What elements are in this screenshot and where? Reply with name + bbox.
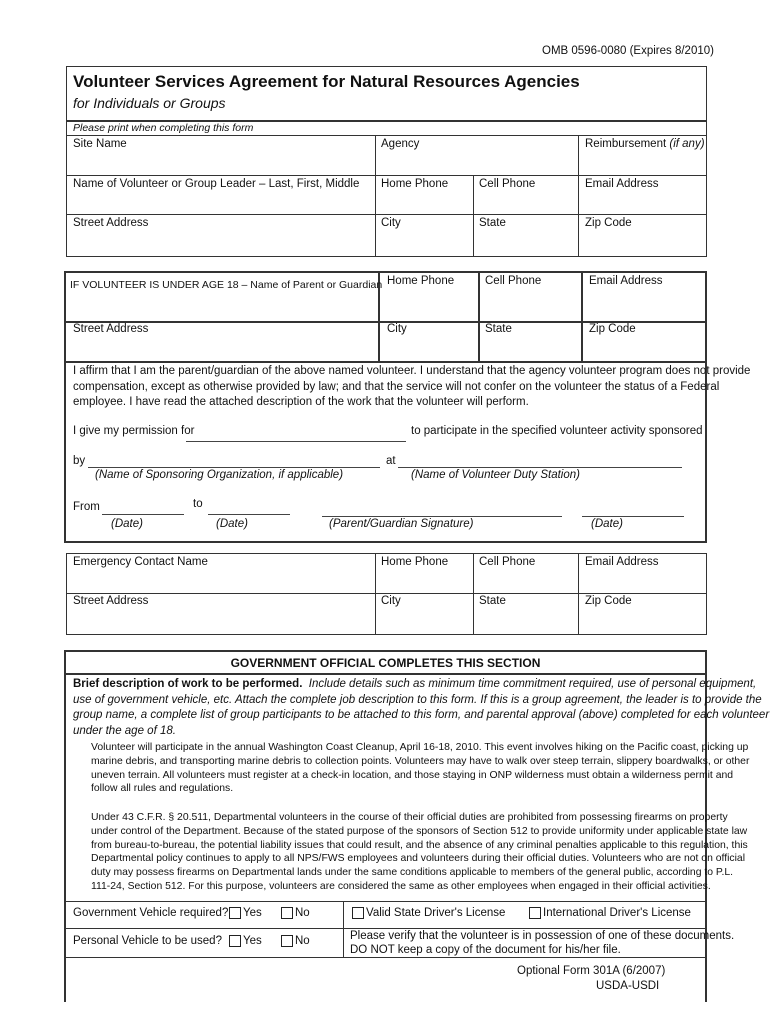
affirmation-line: employee. I have read the attached description of the work that the volunteer will perform. (73, 396, 529, 408)
guardian-affirmation (73, 364, 751, 411)
participate-label: to participate in the specified volunteer activity sponsored (411, 425, 703, 437)
agency-field[interactable]: Agency (381, 138, 420, 150)
emergency-city-field[interactable]: City (381, 595, 401, 607)
signature-line[interactable] (322, 516, 562, 517)
from-label: From (73, 501, 100, 513)
city-field[interactable]: City (381, 217, 401, 229)
personal-vehicle-yes-label: Yes (243, 935, 262, 947)
sponsor-line[interactable] (88, 467, 380, 468)
personal-vehicle-no-checkbox[interactable] (281, 935, 293, 947)
title-box (66, 66, 707, 121)
to-label: to (193, 498, 203, 510)
omb-number: OMB 0596-0080 (Expires 8/2010) (542, 45, 714, 57)
guardian-name-field[interactable]: IF VOLUNTEER IS UNDER AGE 18 – Name of Parent or Guardian (70, 279, 383, 291)
emergency-email-field[interactable]: Email Address (585, 556, 659, 568)
gov-vehicle-yes-label: Yes (243, 907, 262, 919)
street-address-field[interactable]: Street Address (73, 217, 149, 229)
brief-text: Include details such as minimum time commitment required, use of personal equipment, (308, 678, 757, 690)
emergency-street-field[interactable]: Street Address (73, 595, 149, 607)
firearms-policy (91, 811, 748, 894)
affirmation-line: compensation, except as otherwise provided by law; and that the service will not confer on the volunteer the status of a Federal (73, 380, 720, 393)
emergency-cell-phone-field[interactable]: Cell Phone (479, 556, 536, 568)
guardian-zip-field[interactable]: Zip Code (589, 323, 636, 335)
verify-notice-line2: DO NOT keep a copy of the document for his/her file. (350, 944, 621, 956)
policy-line: Under 43 C.F.R. § 20.511, Departmental volunteers in the course of their official duties are prohibited from possessing firearms on property (91, 812, 728, 823)
gov-vehicle-label: Government Vehicle required? (73, 907, 229, 919)
emergency-contact-field[interactable]: Emergency Contact Name (73, 556, 208, 568)
volunteer-name-line[interactable] (186, 441, 406, 442)
email-field[interactable]: Email Address (585, 178, 659, 190)
to-date-line[interactable] (208, 514, 290, 515)
drivers-license-label: Valid State Driver's License (366, 907, 506, 919)
policy-line: from bureau-to-bureau, the potential liability issues that could result, and the absence of any criminal penalties applicable to this regulation, this (91, 839, 748, 851)
personal-vehicle-yes-checkbox[interactable] (229, 935, 241, 947)
description-line: follow all rules and regulations. (91, 783, 234, 795)
guardian-cell-phone-field[interactable]: Cell Phone (485, 275, 542, 287)
personal-vehicle-label: Personal Vehicle to be used? (73, 935, 222, 947)
emergency-state-field[interactable]: State (479, 595, 506, 607)
page-title: Volunteer Services Agreement for Natural Resources Agencies (73, 72, 580, 91)
cell-phone-field[interactable]: Cell Phone (479, 178, 536, 190)
verify-notice-line1: Please verify that the volunteer is in possession of one of these documents. (350, 930, 735, 942)
duty-station-line[interactable] (398, 467, 682, 468)
work-description[interactable] (91, 741, 750, 796)
guardian-street-field[interactable]: Street Address (73, 323, 149, 335)
description-line: uneven terrain. All volunteers must register at a check-in location, and those staying in ONP wilderness must obtain a wilderness permit and (91, 769, 734, 781)
brief-text: group name, a complete list of group participants to be attached to this form, and parental approval (above) completed for each volunteer (73, 709, 770, 721)
from-date-line[interactable] (102, 514, 184, 515)
gov-vehicle-no-label: No (295, 907, 310, 919)
reimbursement-label: Reimbursement (585, 138, 667, 150)
gov-vehicle-yes-checkbox[interactable] (229, 907, 241, 919)
personal-vehicle-no-label: No (295, 935, 310, 947)
policy-line: under control of the Department. Because of the stated purpose of the sponsors of Section 512 to provide uniformity under applicable state law (91, 825, 748, 837)
emergency-home-phone-field[interactable]: Home Phone (381, 556, 449, 568)
to-date-caption: (Date) (216, 518, 248, 530)
from-date-caption: (Date) (111, 518, 143, 530)
sponsor-caption: (Name of Sponsoring Organization, if applicable) (95, 469, 344, 481)
site-name-field[interactable]: Site Name (73, 138, 127, 150)
policy-line: duty may possess firearms on Departmental lands under the same conditions applicable to members of the general public, according to P.L. (91, 867, 734, 879)
signature-date-line[interactable] (582, 516, 684, 517)
guardian-city-field[interactable]: City (387, 323, 407, 335)
description-line: marine debris, and transporting marine debris to collection points. Volunteers may have to walk over steep terrain, slippery boardwalks, or other (91, 755, 750, 767)
policy-line: 111-24, Section 512. For this purpose, volunteers are considered the same as other employees when engaged in their official activities. (91, 880, 711, 892)
policy-line: Departmental policy continues to apply to all NPS/FWS employees and volunteers during their official duties. Volunteers who are not on official (91, 853, 746, 865)
brief-text: use of government vehicle, etc. Attach the complete job description to this form. If this is a group agreement, the leader is to provide the (73, 693, 762, 706)
duty-station-caption: (Name of Volunteer Duty Station) (411, 469, 580, 481)
intl-license-label: International Driver's License (543, 907, 691, 919)
form-agency: USDA-USDI (596, 980, 660, 992)
reimbursement-note: (if any) (669, 138, 705, 150)
volunteer-name-field[interactable]: Name of Volunteer or Group Leader – Last, First, Middle (73, 178, 360, 190)
affirmation-line: I affirm that I am the parent/guardian of the above named volunteer. I understand that the agency volunteer program does not provide (73, 365, 751, 377)
signature-date-caption: (Date) (591, 518, 623, 530)
form-number: Optional Form 301A (6/2007) (517, 965, 666, 977)
signature-caption: (Parent/Guardian Signature) (329, 518, 474, 530)
at-label: at (386, 455, 396, 467)
state-field[interactable]: State (479, 217, 506, 229)
work-description-instructions (73, 677, 770, 739)
zip-code-field[interactable]: Zip Code (585, 217, 632, 229)
home-phone-field[interactable]: Home Phone (381, 178, 449, 190)
guardian-home-phone-field[interactable]: Home Phone (387, 275, 455, 287)
gov-vehicle-no-checkbox[interactable] (281, 907, 293, 919)
emergency-zip-field[interactable]: Zip Code (585, 595, 632, 607)
brief-title: Brief description of work to be performed. (73, 678, 303, 690)
by-label: by (73, 455, 86, 467)
brief-text: under the age of 18. (73, 724, 176, 737)
government-section-header: GOVERNMENT OFFICIAL COMPLETES THIS SECTION (230, 656, 541, 670)
intl-license-checkbox[interactable] (529, 907, 541, 919)
page-subtitle: for Individuals or Groups (73, 95, 226, 111)
guardian-state-field[interactable]: State (485, 323, 512, 335)
guardian-email-field[interactable]: Email Address (589, 275, 663, 287)
description-line: Volunteer will participate in the annual Washington Coast Cleanup, April 16-18, 2010. This event involves hiking on the Pacific coast, picking up (91, 742, 749, 753)
reimbursement-field[interactable] (585, 138, 705, 151)
print-instruction: Please print when completing this form (73, 122, 254, 134)
drivers-license-checkbox[interactable] (352, 907, 364, 919)
permission-label: I give my permission for (73, 425, 195, 437)
